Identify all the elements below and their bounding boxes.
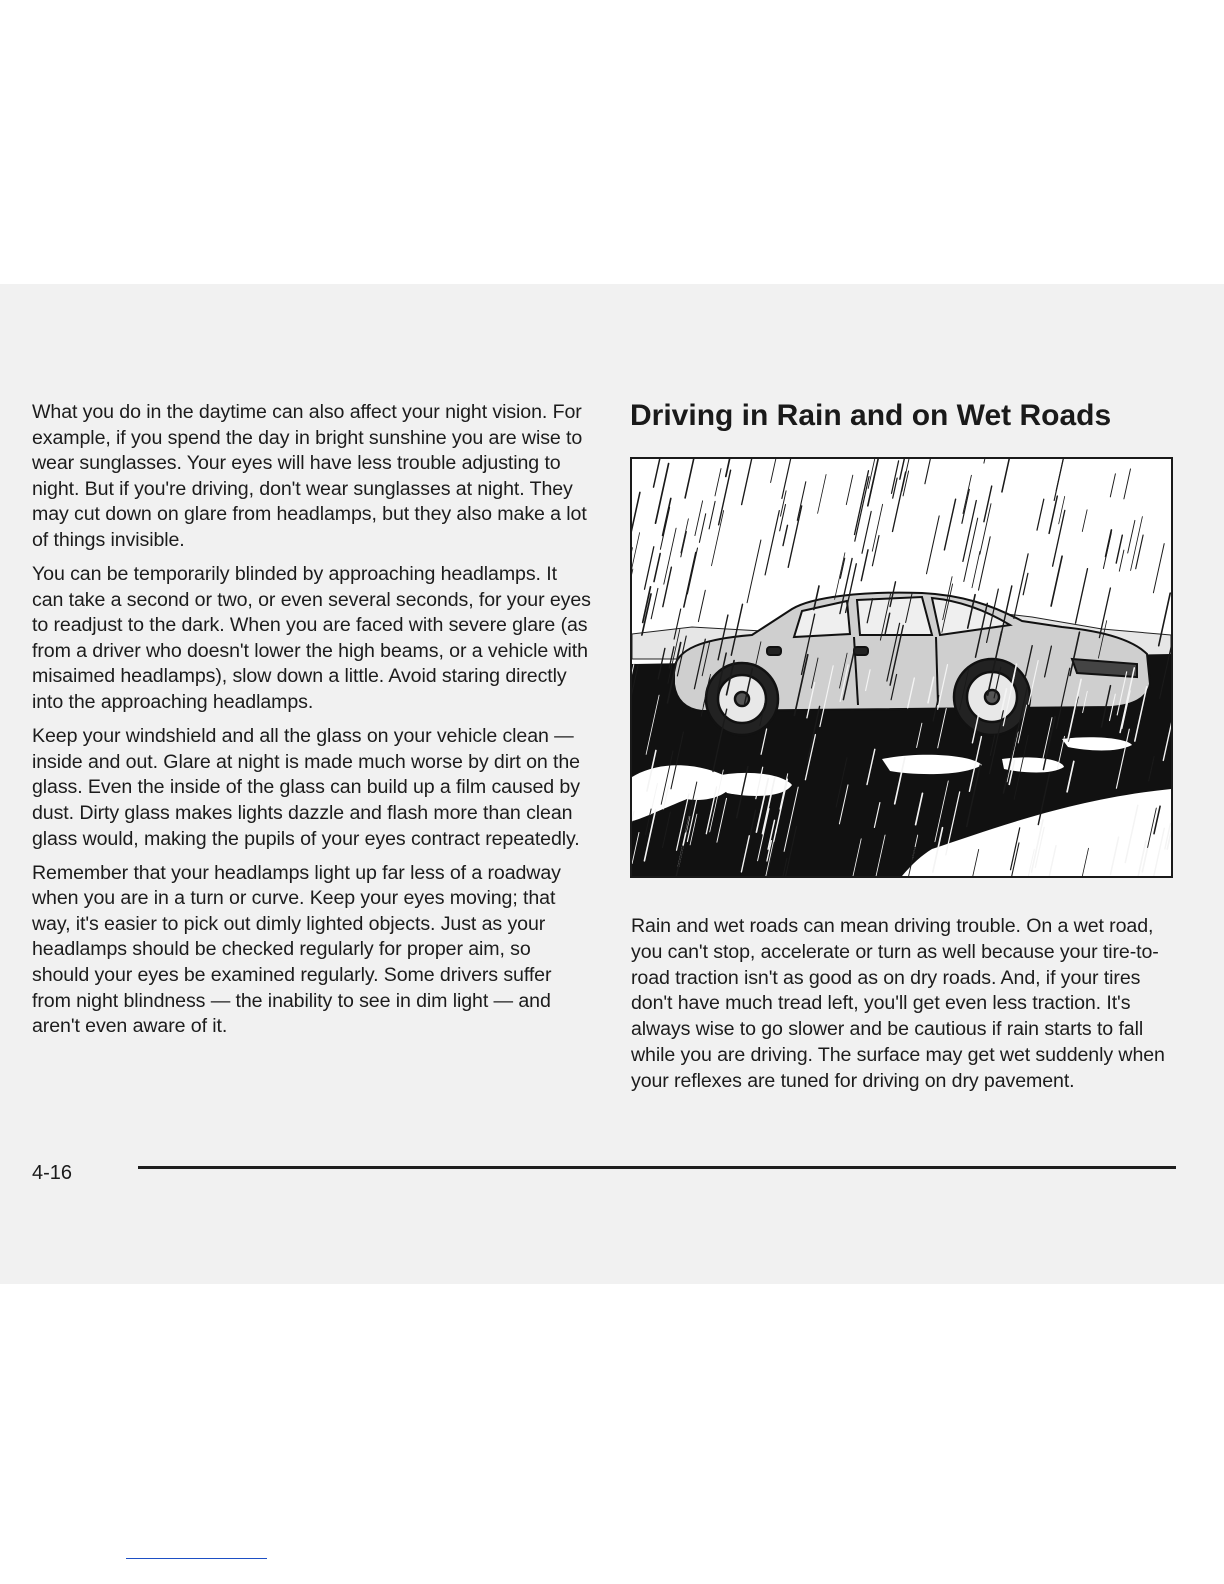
left-column [32, 400, 592, 1048]
paragraph-headlamps-in-turns: Remember that your headlamps light up far less of a roadway when you are in a turn or curve. Keep your eyes moving; that way, it's easier to pick out dimly lighted objects. Just as your headlamps should be checked regularly for proper aim, so should your eyes be examined regularly. Some drivers suffer from night blindness — the inability to see in dim light — and aren't even aware of it. [32, 861, 561, 1038]
page-number: 4-16 [32, 1162, 73, 1184]
right-column [631, 914, 1176, 1095]
paragraph-clean-glass: Keep your windshield and all the glass on your vehicle clean — inside and out. Glare at night is made much worse by dirt on the glass. Even the inside of the glass can build up a film caused by dust. Dirty glass makes lights dazzle and flash more than clean glass would, making the pupils of your eyes contract repeatedly. [32, 725, 580, 850]
car-in-rain-illustration [630, 457, 1173, 878]
section-heading: Driving in Rain and on Wet Roads [630, 399, 1112, 432]
footer-divider [138, 1166, 1176, 1169]
paragraph-daytime-vision: What you do in the daytime can also affect your night vision. For example, if you spend the day in bright sunshine you are wise to wear sunglasses. Your eyes will have less trouble adjusting to night. But if you're driving, don't wear sunglasses at night. They may cut down on glare from headlamps, but they also make a lot of things invisible. [32, 401, 587, 551]
paragraph-headlamp-blinding: You can be temporarily blinded by approaching headlamps. It can take a second or two, or even several seconds, for your eyes to readjust to the dark. When you are faced with severe glare (as from a driver who doesn't lower the high beams, or a vehicle with misaimed headlamps), slow down a little. Avoid staring directly into the approaching headlamps. [32, 563, 591, 714]
paragraph-rain-wet-roads: Rain and wet roads can mean driving trouble. On a wet road, you can't stop, accelerate or turn as well because your tire-to-road traction isn't as good as on dry roads. And, if your tires don't have much tread left, you'll get even less traction. It's always wise to go slower and be cautious if rain starts to fall while you are driving. The surface may get wet suddenly when your reflexes are tuned for driving on dry pavement. [631, 915, 1165, 1092]
link-underline[interactable] [126, 1558, 267, 1559]
